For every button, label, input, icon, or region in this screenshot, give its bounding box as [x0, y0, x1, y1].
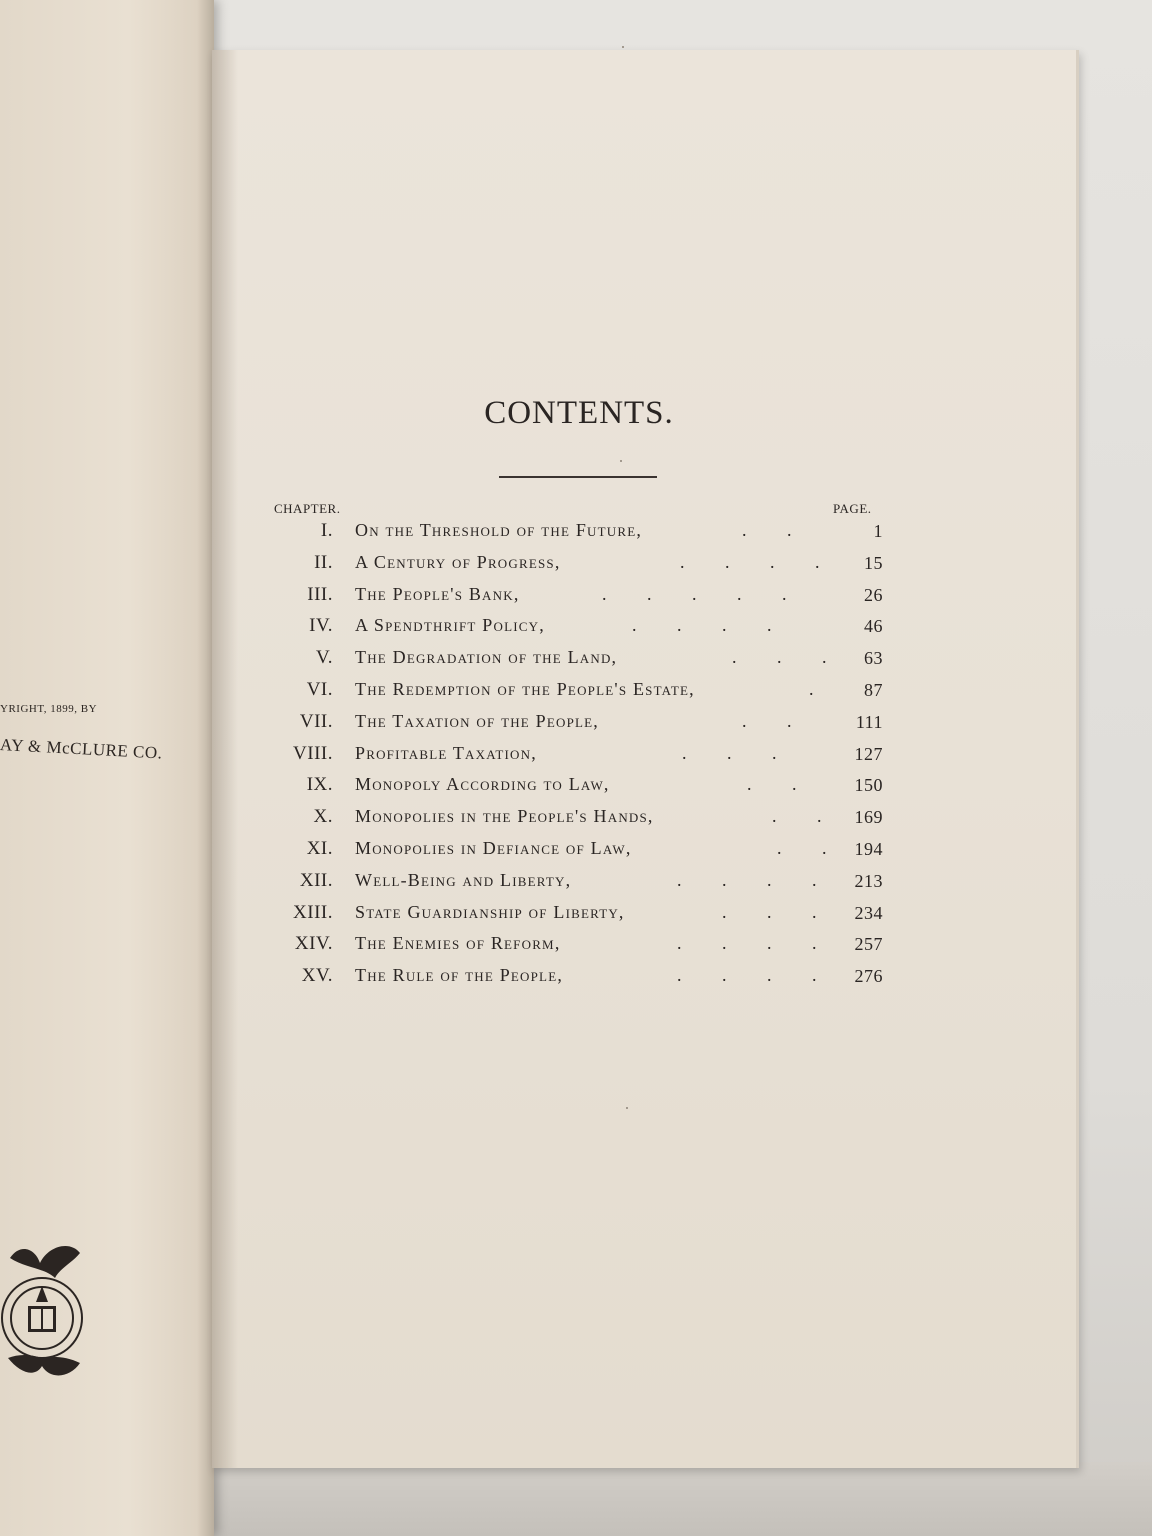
chapter-number: XI. — [306, 837, 333, 859]
chapter-title: Monopolies in the People's Hands, — [355, 806, 654, 827]
page-number: 213 — [854, 870, 883, 891]
chapter-title: The Redemption of the People's Estate, — [355, 678, 695, 699]
chapter-title: The Enemies of Reform, — [355, 933, 561, 954]
dot-leader: . — [809, 678, 814, 699]
publisher-line: AY & McCLURE CO. — [0, 735, 163, 763]
dot-leader: . . . . — [632, 615, 772, 636]
page-column-header: PAGE. — [833, 501, 872, 516]
page-number: 234 — [854, 902, 883, 923]
copyright-line: YRIGHT, 1899, BY — [0, 703, 98, 715]
chapter-number: IV. — [309, 615, 333, 637]
page-number: 46 — [864, 616, 883, 637]
chapter-title: State Guardianship of Liberty, — [355, 901, 625, 922]
chapter-column-header: CHAPTER. — [274, 501, 341, 516]
dot-leader: . . . — [682, 742, 777, 763]
chapter-number: XIV. — [294, 933, 333, 955]
chapter-number: IX. — [306, 774, 333, 796]
paper-speck — [620, 460, 622, 462]
publisher-seal-icon — [0, 1238, 92, 1388]
toc-row — [212, 743, 1076, 775]
chapter-title: The Degradation of the Land, — [355, 647, 618, 668]
toc-row — [212, 965, 1076, 997]
left-page — [0, 0, 214, 1536]
dot-leader: . . . . — [677, 933, 817, 954]
page-number: 194 — [854, 838, 883, 859]
dot-leader: . . — [777, 837, 827, 858]
chapter-number: VI. — [306, 678, 333, 700]
toc-row — [212, 584, 1076, 616]
page-number: 257 — [854, 934, 883, 955]
toc-row — [212, 552, 1076, 584]
chapter-title: A Spendthrift Policy, — [355, 615, 545, 636]
chapter-number: III. — [307, 583, 333, 605]
chapter-title: Monopoly According to Law, — [355, 774, 610, 795]
page-number: 127 — [854, 743, 883, 764]
dot-leader: . . . — [732, 647, 827, 668]
dot-leader: . . . . — [680, 551, 820, 572]
toc-row — [212, 679, 1076, 711]
chapter-number: XIII. — [293, 901, 333, 923]
page-number: 87 — [864, 679, 883, 700]
chapter-number: VII. — [299, 710, 333, 732]
dot-leader: . . . . — [677, 965, 817, 986]
toc-row — [212, 647, 1076, 679]
dot-leader: . . . . — [677, 869, 817, 890]
chapter-title: The Taxation of the People, — [355, 710, 600, 731]
page-number: 26 — [864, 584, 883, 605]
toc-row — [212, 615, 1076, 647]
toc-list — [212, 520, 1076, 997]
paper-speck — [622, 46, 624, 48]
chapter-title: The Rule of the People, — [355, 965, 564, 986]
dot-leader: . . . . . — [602, 583, 787, 604]
contents-title: CONTENTS. — [484, 395, 674, 431]
page-number: 150 — [854, 775, 883, 796]
page-number: 63 — [864, 648, 883, 669]
toc-row — [212, 838, 1076, 870]
toc-row — [212, 933, 1076, 965]
toc-row — [212, 902, 1076, 934]
chapter-number: V. — [315, 647, 333, 669]
page-number: 15 — [864, 552, 883, 573]
dot-leader: . . — [742, 710, 792, 731]
chapter-number: X. — [313, 806, 333, 828]
title-rule — [499, 476, 657, 478]
toc-row — [212, 870, 1076, 902]
toc-row — [212, 711, 1076, 743]
page-number: 111 — [855, 711, 883, 732]
contents-page — [212, 50, 1079, 1468]
chapter-title: A Century of Progress, — [355, 551, 561, 572]
chapter-number: II. — [314, 551, 333, 573]
chapter-number: XII. — [299, 869, 333, 891]
page-number: 1 — [873, 521, 883, 541]
dot-leader: . . — [742, 520, 792, 540]
chapter-number: XV. — [301, 965, 333, 987]
chapter-number: VIII. — [293, 742, 333, 764]
chapter-title: On the Threshold of the Future, — [355, 520, 643, 540]
chapter-title: The People's Bank, — [355, 583, 520, 604]
paper-speck — [626, 1107, 628, 1109]
dot-leader: . . — [772, 806, 822, 827]
chapter-title: Profitable Taxation, — [355, 742, 537, 763]
chapter-number: I. — [320, 520, 333, 541]
dot-leader: . . — [747, 774, 797, 795]
chapter-title: Monopolies in Defiance of Law, — [355, 837, 632, 858]
page-number: 169 — [854, 807, 883, 828]
dot-leader: . . . — [722, 901, 817, 922]
toc-row — [212, 520, 1076, 552]
toc-row — [212, 806, 1076, 838]
toc-row — [212, 774, 1076, 806]
page-number: 276 — [854, 966, 883, 987]
chapter-title: Well-Being and Liberty, — [355, 869, 572, 890]
